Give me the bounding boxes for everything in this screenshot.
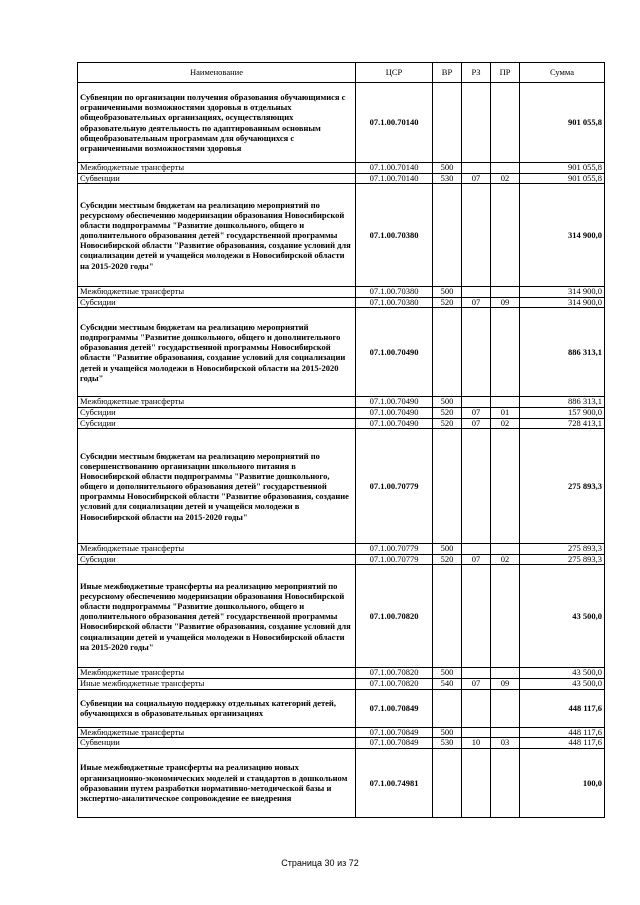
table-row (78, 738, 605, 749)
table-row (78, 297, 605, 308)
cell-sum: 43 500,0 (520, 678, 605, 689)
table-row-program (78, 83, 605, 163)
cell-sum: 448 117,6 (520, 689, 605, 727)
cell-name: Субсидии (78, 297, 356, 308)
table-row-program (78, 184, 605, 287)
table-row (78, 544, 605, 555)
header-vr: ВР (433, 63, 462, 83)
cell-vr: 500 (433, 397, 462, 408)
header-csr: ЦСР (356, 63, 433, 83)
cell-pr (491, 163, 520, 174)
cell-pr (491, 544, 520, 555)
header-rz: РЗ (462, 63, 491, 83)
cell-rz: 07 (462, 173, 491, 184)
cell-rz (462, 397, 491, 408)
cell-csr: 07.1.00.70140 (356, 83, 433, 163)
cell-rz (462, 429, 491, 544)
cell-csr: 07.1.00.70490 (356, 397, 433, 408)
cell-vr: 530 (433, 173, 462, 184)
cell-pr (491, 397, 520, 408)
cell-rz (462, 689, 491, 727)
cell-rz: 07 (462, 407, 491, 418)
cell-csr: 07.1.00.70849 (356, 738, 433, 749)
table-row (78, 173, 605, 184)
cell-vr: 520 (433, 297, 462, 308)
cell-name: Субсидии (78, 554, 356, 565)
cell-vr (433, 184, 462, 287)
table-row (78, 407, 605, 418)
cell-csr: 07.1.00.70380 (356, 297, 433, 308)
cell-rz: 07 (462, 678, 491, 689)
cell-vr (433, 565, 462, 668)
cell-name: Субсидии (78, 418, 356, 429)
cell-csr: 07.1.00.70779 (356, 429, 433, 544)
cell-csr: 07.1.00.74981 (356, 748, 433, 817)
cell-pr (491, 429, 520, 544)
cell-rz (462, 184, 491, 287)
cell-csr: 07.1.00.70820 (356, 668, 433, 679)
cell-csr: 07.1.00.70140 (356, 163, 433, 174)
table-row-program (78, 429, 605, 544)
cell-csr: 07.1.00.70490 (356, 308, 433, 397)
cell-name: Межбюджетные трансферты (78, 544, 356, 555)
cell-vr: 530 (433, 738, 462, 749)
cell-vr: 500 (433, 727, 462, 738)
cell-sum: 886 313,1 (520, 308, 605, 397)
cell-sum: 314 900,0 (520, 287, 605, 298)
cell-pr: 02 (491, 554, 520, 565)
header-sum: Сумма (520, 63, 605, 83)
cell-rz: 07 (462, 418, 491, 429)
table-row (78, 678, 605, 689)
cell-pr (491, 287, 520, 298)
cell-vr (433, 748, 462, 817)
cell-name: Субвенции по организации получения образования обучающимися с ограниченными возможностями здоровья в отдельных общеобразовательных организациях, осуществляющих образовательную деятельность по адаптированным основным общеобразовательным программам для обучающихся с ограниченными возможностями здоровья (78, 83, 356, 163)
cell-name: Межбюджетные трансферты (78, 668, 356, 679)
table-row-program (78, 689, 605, 727)
cell-rz: 07 (462, 554, 491, 565)
cell-pr (491, 748, 520, 817)
cell-pr: 02 (491, 418, 520, 429)
cell-csr: 07.1.00.70849 (356, 689, 433, 727)
cell-vr: 500 (433, 163, 462, 174)
cell-sum: 314 900,0 (520, 297, 605, 308)
cell-vr: 520 (433, 407, 462, 418)
cell-sum: 275 893,3 (520, 554, 605, 565)
cell-rz: 07 (462, 297, 491, 308)
cell-pr: 02 (491, 173, 520, 184)
table-row-program (78, 748, 605, 817)
table-header (78, 63, 605, 83)
table-row (78, 163, 605, 174)
cell-csr: 07.1.00.70779 (356, 554, 433, 565)
cell-sum: 157 900,0 (520, 407, 605, 418)
cell-name: Межбюджетные трансферты (78, 397, 356, 408)
cell-pr (491, 689, 520, 727)
cell-sum: 275 893,3 (520, 544, 605, 555)
cell-name: Межбюджетные трансферты (78, 727, 356, 738)
cell-pr (491, 83, 520, 163)
cell-rz (462, 83, 491, 163)
cell-vr: 500 (433, 544, 462, 555)
cell-rz (462, 544, 491, 555)
cell-sum: 448 117,6 (520, 738, 605, 749)
cell-name: Субсидии (78, 407, 356, 418)
cell-vr (433, 308, 462, 397)
table-row (78, 397, 605, 408)
cell-vr: 500 (433, 668, 462, 679)
table-row (78, 668, 605, 679)
cell-name: Межбюджетные трансферты (78, 163, 356, 174)
cell-vr: 520 (433, 554, 462, 565)
cell-name: Субвенции (78, 173, 356, 184)
cell-rz (462, 668, 491, 679)
cell-csr: 07.1.00.70140 (356, 173, 433, 184)
table-row-program (78, 308, 605, 397)
cell-name: Иные межбюджетные трансферты на реализацию мероприятий по ресурсному обеспечению модернизации образования Новосибирской области подпрограммы "Развитие дошкольного, общего и дополнительного образования детей" государственной программы Новосибирской области "Развитие образования, создание условий для социализации детей и учащейся молодежи в Новосибирской области на 2015-2020 годы" (78, 565, 356, 668)
cell-pr (491, 308, 520, 397)
cell-name: Иные межбюджетные трансферты (78, 678, 356, 689)
cell-pr: 03 (491, 738, 520, 749)
cell-name: Субвенции (78, 738, 356, 749)
cell-vr (433, 429, 462, 544)
cell-sum: 901 055,8 (520, 173, 605, 184)
cell-csr: 07.1.00.70779 (356, 544, 433, 555)
cell-pr (491, 184, 520, 287)
cell-rz (462, 163, 491, 174)
cell-sum: 728 413,1 (520, 418, 605, 429)
page-number: Страница 30 из 72 (281, 858, 359, 868)
cell-rz: 10 (462, 738, 491, 749)
cell-csr: 07.1.00.70380 (356, 287, 433, 298)
table-row (78, 418, 605, 429)
cell-csr: 07.1.00.70849 (356, 727, 433, 738)
cell-sum: 901 055,8 (520, 163, 605, 174)
cell-vr (433, 689, 462, 727)
cell-vr: 520 (433, 418, 462, 429)
cell-name: Иные межбюджетные трансферты на реализацию новых организационно-экономических моделей и стандартов в дошкольном образовании путем разработки нормативно-методической базы и экспертно-аналитическое сопровождение ее внедрения (78, 748, 356, 817)
cell-name: Субсидии местным бюджетам на реализацию мероприятий подпрограммы "Развитие дошкольного, общего и дополнительного образования детей" государственной программы Новосибирской области "Развитие образования, создание условий для социализации детей и учащейся молодежи в Новосибирской области на 2015-2020 годы" (78, 308, 356, 397)
budget-table (77, 62, 605, 818)
cell-csr: 07.1.00.70820 (356, 678, 433, 689)
cell-csr: 07.1.00.70490 (356, 407, 433, 418)
cell-pr (491, 565, 520, 668)
cell-rz (462, 748, 491, 817)
cell-sum: 901 055,8 (520, 83, 605, 163)
cell-vr (433, 83, 462, 163)
cell-rz (462, 308, 491, 397)
cell-vr: 500 (433, 287, 462, 298)
cell-rz (462, 565, 491, 668)
cell-name: Субсидии местным бюджетам на реализацию мероприятий по совершенствованию организации школьного питания в Новосибирской области подпрограммы "Развитие дошкольного, общего и дополнительного образования детей" государственной программы Новосибирской области "Развитие образования, создание условий для социализации детей и учащейся молодежи в Новосибирской области на 2015-2020 годы" (78, 429, 356, 544)
table-row (78, 287, 605, 298)
table-row (78, 554, 605, 565)
table-row (78, 727, 605, 738)
cell-csr: 07.1.00.70490 (356, 418, 433, 429)
cell-sum: 448 117,6 (520, 727, 605, 738)
header-pr: ПР (491, 63, 520, 83)
cell-name: Субвенции на социальную поддержку отдельных категорий детей, обучающихся в образовательных организациях (78, 689, 356, 727)
cell-sum: 275 893,3 (520, 429, 605, 544)
cell-name: Субсидии местным бюджетам на реализацию мероприятий по ресурсному обеспечению модернизации образования Новосибирской области подпрограммы "Развитие дошкольного, общего и дополнительного образования детей" государственной программы Новосибирской области "Развитие образования, создание условий для социализации детей и учащейся молодежи в Новосибирской области на 2015-2020 годы" (78, 184, 356, 287)
cell-rz (462, 287, 491, 298)
cell-csr: 07.1.00.70380 (356, 184, 433, 287)
cell-sum: 100,0 (520, 748, 605, 817)
cell-pr: 09 (491, 297, 520, 308)
cell-sum: 314 900,0 (520, 184, 605, 287)
table-body (78, 83, 605, 818)
cell-name: Межбюджетные трансферты (78, 287, 356, 298)
cell-sum: 886 313,1 (520, 397, 605, 408)
cell-pr: 09 (491, 678, 520, 689)
cell-pr (491, 668, 520, 679)
cell-pr (491, 727, 520, 738)
cell-vr: 540 (433, 678, 462, 689)
cell-rz (462, 727, 491, 738)
cell-pr: 01 (491, 407, 520, 418)
cell-sum: 43 500,0 (520, 565, 605, 668)
header-name: Наименование (78, 63, 356, 83)
cell-csr: 07.1.00.70820 (356, 565, 433, 668)
table-row-program (78, 565, 605, 668)
cell-sum: 43 500,0 (520, 668, 605, 679)
